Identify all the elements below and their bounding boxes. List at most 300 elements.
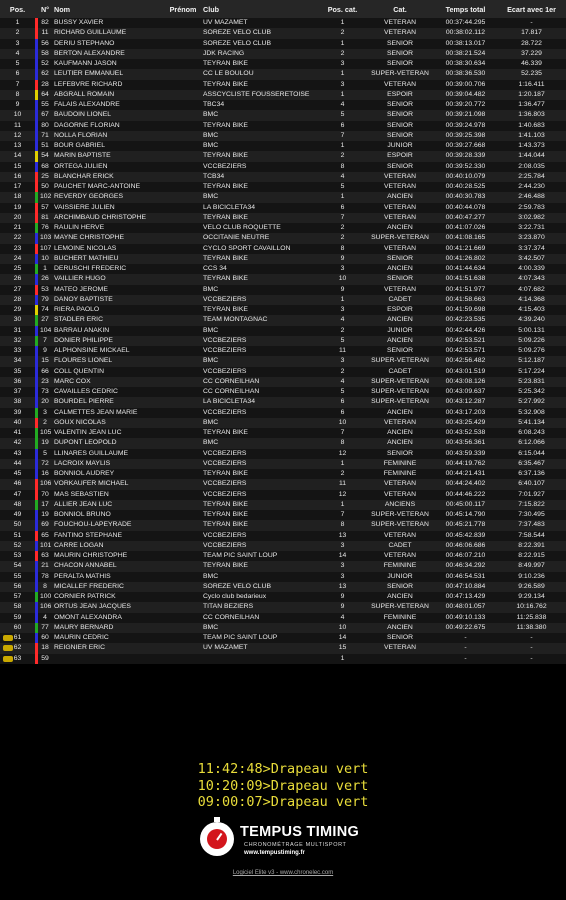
cell-pos-cat: 5	[319, 182, 366, 192]
cell-club: VELO CLUB ROQUETTE	[201, 223, 319, 233]
cell-nom: GOUX NICOLAS	[52, 418, 165, 428]
table-row[interactable]	[0, 551, 566, 561]
table-row[interactable]	[0, 602, 566, 612]
cell-pos: 35	[0, 367, 35, 377]
cell-num: 74	[38, 305, 52, 315]
cell-club: BMC	[201, 141, 319, 151]
cell-club: BMC	[201, 326, 319, 336]
cell-pos: 23	[0, 244, 35, 254]
cell-nom: COLL QUENTIN	[52, 367, 165, 377]
cell-num: 104	[38, 326, 52, 336]
cell-prenom	[165, 213, 201, 223]
table-row[interactable]	[0, 582, 566, 592]
header-temps[interactable]: Temps total	[434, 0, 497, 18]
cell-temps: 00:41:51.977	[434, 285, 497, 295]
cell-prenom	[165, 162, 201, 172]
cell-prenom	[165, 274, 201, 284]
cell-ecart: 4:07.343	[497, 274, 566, 284]
cell-pos-cat: 1	[319, 69, 366, 79]
cell-prenom	[165, 541, 201, 551]
header-cat[interactable]: Cat.	[366, 0, 434, 18]
cell-prenom	[165, 520, 201, 530]
cell-prenom	[165, 121, 201, 131]
header-pos[interactable]: Pos.	[0, 0, 35, 18]
cell-ecart: 5:09.226	[497, 336, 566, 346]
cell-prenom	[165, 449, 201, 459]
cell-num: 65	[38, 531, 52, 541]
cell-num: 8	[38, 582, 52, 592]
header-club[interactable]: Club	[201, 0, 319, 18]
table-row[interactable]	[0, 223, 566, 233]
cell-nom: MICALLEF FREDERIC	[52, 582, 165, 592]
cell-pos-cat: 1	[319, 18, 366, 28]
cell-ecart: 5:23.831	[497, 377, 566, 387]
cell-temps: 00:45:42.839	[434, 531, 497, 541]
cell-prenom	[165, 28, 201, 38]
table-row[interactable]	[0, 479, 566, 489]
table-row[interactable]	[0, 531, 566, 541]
cell-cat: SENIOR	[366, 49, 434, 59]
table-row[interactable]	[0, 367, 566, 377]
cell-prenom	[165, 592, 201, 602]
cell-pos: 41	[0, 428, 35, 438]
table-row[interactable]	[0, 643, 566, 653]
cell-temps: 00:45:21.778	[434, 520, 497, 530]
table-row[interactable]	[0, 264, 566, 274]
cell-pos-cat: 2	[319, 28, 366, 38]
cell-prenom	[165, 264, 201, 274]
footer-link[interactable]: Logiciel Elite v3 - www.chronelec.com	[232, 870, 334, 876]
table-row[interactable]	[0, 561, 566, 571]
table-row[interactable]	[0, 356, 566, 366]
cell-pos-cat: 6	[319, 121, 366, 131]
cell-prenom	[165, 428, 201, 438]
cell-pos: 56	[0, 582, 35, 592]
cell-num: 76	[38, 223, 52, 233]
table-row[interactable]	[0, 449, 566, 459]
table-row[interactable]	[0, 490, 566, 500]
cell-club: TBC34	[201, 100, 319, 110]
cell-prenom	[165, 305, 201, 315]
cell-pos-cat: 3	[319, 80, 366, 90]
table-row[interactable]	[0, 69, 566, 79]
cell-club: TEAM PIC SAINT LOUP	[201, 633, 319, 643]
cell-nom: ORTUS JEAN JACQUES	[52, 602, 165, 612]
header-nom[interactable]: Nom	[52, 0, 165, 18]
table-row[interactable]	[0, 613, 566, 623]
cell-cat: CADET	[366, 295, 434, 305]
cell-ecart: 1:43.373	[497, 141, 566, 151]
cell-prenom	[165, 418, 201, 428]
cell-pos: 32	[0, 336, 35, 346]
cell-ecart: 3:23.870	[497, 233, 566, 243]
cell-ecart: 4:14.368	[497, 295, 566, 305]
cell-ecart: 9:26.589	[497, 582, 566, 592]
cell-ecart: 3:42.507	[497, 254, 566, 264]
cell-pos: 57	[0, 592, 35, 602]
cell-prenom	[165, 531, 201, 541]
table-row[interactable]	[0, 397, 566, 407]
table-row[interactable]	[0, 18, 566, 28]
cell-prenom	[165, 490, 201, 500]
cell-pos-cat: 6	[319, 397, 366, 407]
table-row[interactable]	[0, 315, 566, 325]
cell-pos-cat: 14	[319, 633, 366, 643]
cell-ecart: 1:36.803	[497, 110, 566, 120]
table-row[interactable]	[0, 377, 566, 387]
table-row[interactable]	[0, 469, 566, 479]
table-row[interactable]	[0, 541, 566, 551]
table-row[interactable]	[0, 326, 566, 336]
cell-nom: CAVAILLES CEDRIC	[52, 387, 165, 397]
cell-club: UV MAZAMET	[201, 643, 319, 653]
table-row[interactable]	[0, 520, 566, 530]
cell-cat: VETERAN	[366, 172, 434, 182]
cell-pos: 15	[0, 162, 35, 172]
cell-temps: 00:48:01.057	[434, 602, 497, 612]
cell-temps: 00:46:07.210	[434, 551, 497, 561]
cell-cat: SUPER-VETERAN	[366, 377, 434, 387]
cell-pos-cat: 1	[319, 39, 366, 49]
cell-num: 100	[38, 592, 52, 602]
cell-prenom	[165, 572, 201, 582]
cell-pos: 49	[0, 510, 35, 520]
cell-nom: ARCHIMBAUD CHRISTOPHE	[52, 213, 165, 223]
cell-num: 3	[38, 408, 52, 418]
cell-pos-cat: 12	[319, 490, 366, 500]
cell-prenom	[165, 172, 201, 182]
cell-nom: KAUFMANN JASON	[52, 59, 165, 69]
cell-temps: 00:44:46.222	[434, 490, 497, 500]
cell-ecart: 9:29.134	[497, 592, 566, 602]
cell-pos: 18	[0, 192, 35, 202]
table-row[interactable]	[0, 80, 566, 90]
cell-cat: FEMININE	[366, 561, 434, 571]
cell-prenom	[165, 192, 201, 202]
cell-club: VCCBEZIERS	[201, 346, 319, 356]
cell-pos-cat: 8	[319, 438, 366, 448]
cell-pos: 30	[0, 315, 35, 325]
cell-num: 55	[38, 100, 52, 110]
cell-club: TEYRAN BIKE	[201, 274, 319, 284]
cell-num: 16	[38, 469, 52, 479]
cell-nom	[52, 654, 165, 664]
cell-nom: BAUDOIN LIONEL	[52, 110, 165, 120]
cell-num: 105	[38, 428, 52, 438]
cell-num: 62	[38, 69, 52, 79]
cell-temps: 00:39:20.772	[434, 100, 497, 110]
cell-club: TEYRAN BIKE	[201, 520, 319, 530]
table-row[interactable]	[0, 28, 566, 38]
cell-club: TEAM MONTAGNAC	[201, 315, 319, 325]
cell-pos-cat: 13	[319, 531, 366, 541]
cell-club: TITAN BEZIERS	[201, 602, 319, 612]
cell-temps: 00:42:44.426	[434, 326, 497, 336]
cell-club: CC LE BOULOU	[201, 69, 319, 79]
cell-num: 23	[38, 377, 52, 387]
cell-cat: SUPER-VETERAN	[366, 356, 434, 366]
table-row[interactable]	[0, 459, 566, 469]
table-row[interactable]	[0, 654, 566, 664]
table-row[interactable]	[0, 428, 566, 438]
cell-pos-cat: 5	[319, 336, 366, 346]
table-row[interactable]	[0, 274, 566, 284]
cell-cat: SENIOR	[366, 449, 434, 459]
cell-prenom	[165, 69, 201, 79]
cell-ecart: 3:37.374	[497, 244, 566, 254]
cell-pos-cat: 2	[319, 233, 366, 243]
table-row[interactable]	[0, 141, 566, 151]
cell-prenom	[165, 387, 201, 397]
cell-temps: 00:43:12.287	[434, 397, 497, 407]
cell-cat: ESPOIR	[366, 151, 434, 161]
cell-prenom	[165, 39, 201, 49]
cell-pos: 10	[0, 110, 35, 120]
table-row[interactable]	[0, 131, 566, 141]
header-prenom[interactable]: Prénom	[165, 0, 201, 18]
cell-prenom	[165, 90, 201, 100]
flag-message: 11:42:48>Drapeau vert	[197, 761, 369, 777]
table-row[interactable]	[0, 192, 566, 202]
table-row[interactable]	[0, 623, 566, 633]
cell-prenom	[165, 643, 201, 653]
header-ecart[interactable]: Ecart avec 1er	[497, 0, 566, 18]
cell-temps: 00:44:19.762	[434, 459, 497, 469]
cell-num: 81	[38, 213, 52, 223]
cell-ecart: 52.235	[497, 69, 566, 79]
cell-prenom	[165, 500, 201, 510]
cell-club: CC CORNEILHAN	[201, 377, 319, 387]
cell-cat: JUNIOR	[366, 326, 434, 336]
cell-temps: 00:39:24.978	[434, 121, 497, 131]
header-pos-cat[interactable]: Pos. cat.	[319, 0, 366, 18]
cell-num: 70	[38, 490, 52, 500]
cell-cat: VETERAN	[366, 28, 434, 38]
cell-pos: 53	[0, 551, 35, 561]
table-row[interactable]	[0, 100, 566, 110]
cell-prenom	[165, 377, 201, 387]
table-row[interactable]	[0, 110, 566, 120]
cell-cat: ANCIEN	[366, 428, 434, 438]
cell-pos-cat: 8	[319, 162, 366, 172]
cell-cat: VETERAN	[366, 643, 434, 653]
cell-club: BMC	[201, 572, 319, 582]
cell-pos-cat: 1	[319, 295, 366, 305]
table-row[interactable]	[0, 418, 566, 428]
table-row[interactable]	[0, 244, 566, 254]
cell-temps: 00:40:30.783	[434, 192, 497, 202]
cell-ecart: 1:40.683	[497, 121, 566, 131]
table-row[interactable]	[0, 510, 566, 520]
cell-ecart: 2:46.488	[497, 192, 566, 202]
cell-ecart: 5:17.224	[497, 367, 566, 377]
cell-temps: 00:38:13.017	[434, 39, 497, 49]
cell-nom: PERALTA MATHIS	[52, 572, 165, 582]
cell-num: 101	[38, 541, 52, 551]
cell-ecart: -	[497, 633, 566, 643]
cell-ecart: 2:59.783	[497, 203, 566, 213]
table-row[interactable]	[0, 305, 566, 315]
table-row[interactable]	[0, 59, 566, 69]
header-num[interactable]: N°	[38, 0, 52, 18]
cell-ecart: 6:37.136	[497, 469, 566, 479]
cell-ecart: 5:32.908	[497, 408, 566, 418]
logo-url[interactable]: www.tempustiming.fr	[244, 850, 305, 856]
table-row[interactable]	[0, 285, 566, 295]
cell-club: VCCBEZIERS	[201, 295, 319, 305]
cell-ecart: 4:15.403	[497, 305, 566, 315]
cell-pos-cat: 12	[319, 449, 366, 459]
cell-nom: FALAIS ALEXANDRE	[52, 100, 165, 110]
cell-ecart: 8:22.391	[497, 541, 566, 551]
cell-pos: 3	[0, 39, 35, 49]
cell-num: 18	[38, 643, 52, 653]
table-row[interactable]	[0, 213, 566, 223]
cell-pos: 14	[0, 151, 35, 161]
cell-temps: 00:41:26.802	[434, 254, 497, 264]
cell-temps: 00:43:56.361	[434, 438, 497, 448]
cell-pos: 50	[0, 520, 35, 530]
cell-num: 9	[38, 346, 52, 356]
cell-temps: 00:38:02.112	[434, 28, 497, 38]
cell-temps: -	[434, 633, 497, 643]
cell-pos-cat: 2	[319, 223, 366, 233]
cell-pos: 40	[0, 418, 35, 428]
cell-pos-cat: 4	[319, 377, 366, 387]
cell-prenom	[165, 141, 201, 151]
cell-num: 5	[38, 449, 52, 459]
cell-prenom	[165, 551, 201, 561]
cell-prenom	[165, 326, 201, 336]
cell-club: TEYRAN BIKE	[201, 254, 319, 264]
cell-temps: 00:42:53.521	[434, 336, 497, 346]
cell-club: VCCBEZIERS	[201, 541, 319, 551]
cell-cat: VETERAN	[366, 479, 434, 489]
cell-pos: 55	[0, 572, 35, 582]
table-row[interactable]	[0, 49, 566, 59]
cell-temps: 00:40:28.525	[434, 182, 497, 192]
cell-pos: 46	[0, 479, 35, 489]
cell-club: TEYRAN BIKE	[201, 59, 319, 69]
cell-nom: RICHARD GUILLAUME	[52, 28, 165, 38]
cell-nom: BOUR GABRIEL	[52, 141, 165, 151]
cell-pos-cat: 10	[319, 418, 366, 428]
table-row[interactable]	[0, 39, 566, 49]
cell-pos: 4	[0, 49, 35, 59]
cell-nom: CALMETTES JEAN MARIE	[52, 408, 165, 418]
cell-pos-cat: 7	[319, 510, 366, 520]
cell-nom: LACROIX MAYLIS	[52, 459, 165, 469]
cell-ecart: 7:15.822	[497, 500, 566, 510]
cell-ecart: 1:16.411	[497, 80, 566, 90]
cell-ecart: 5:00.131	[497, 326, 566, 336]
table-row[interactable]	[0, 203, 566, 213]
cell-pos: 33	[0, 346, 35, 356]
cell-pos: 17	[0, 182, 35, 192]
cell-prenom	[165, 561, 201, 571]
cell-pos-value: 61	[13, 634, 22, 641]
cell-pos-cat: 9	[319, 592, 366, 602]
cell-nom: VALENTIN JEAN LUC	[52, 428, 165, 438]
cell-pos-value: 63	[13, 654, 22, 662]
table-row[interactable]	[0, 572, 566, 582]
table-row[interactable]	[0, 336, 566, 346]
cell-ecart: 4:07.682	[497, 285, 566, 295]
table-row[interactable]	[0, 438, 566, 448]
cell-nom: ABGRALL ROMAIN	[52, 90, 165, 100]
cell-temps: 00:46:06.686	[434, 541, 497, 551]
cell-temps: 00:39:52.330	[434, 162, 497, 172]
cell-num: 106	[38, 602, 52, 612]
cell-pos: 6	[0, 69, 35, 79]
cell-temps: 00:41:59.698	[434, 305, 497, 315]
table-row[interactable]	[0, 90, 566, 100]
cell-ecart: 7:37.483	[497, 520, 566, 530]
cell-club: TEYRAN BIKE	[201, 428, 319, 438]
cell-prenom	[165, 285, 201, 295]
cell-pos: 45	[0, 469, 35, 479]
cell-club: VCCBEZIERS	[201, 408, 319, 418]
table-row[interactable]	[0, 387, 566, 397]
cell-nom: VAILLIER HUGO	[52, 274, 165, 284]
table-row[interactable]	[0, 408, 566, 418]
cell-pos-cat: 4	[319, 100, 366, 110]
cell-pos: 28	[0, 295, 35, 305]
table-row[interactable]	[0, 295, 566, 305]
table-header-row	[0, 0, 566, 18]
cell-club: JDK RACING	[201, 49, 319, 59]
cell-pos: 36	[0, 377, 35, 387]
table-row[interactable]	[0, 346, 566, 356]
cell-cat: ANCIEN	[366, 192, 434, 202]
cell-num: 60	[38, 633, 52, 643]
cell-club: VCCBEZIERS	[201, 162, 319, 172]
cell-temps: -	[434, 643, 497, 653]
cell-pos: 22	[0, 233, 35, 243]
table-row[interactable]	[0, 254, 566, 264]
table-row[interactable]	[0, 233, 566, 243]
cell-num: 66	[38, 367, 52, 377]
cell-pos: 12	[0, 131, 35, 141]
cell-ecart: 3:22.731	[497, 223, 566, 233]
footer	[0, 870, 566, 876]
cell-temps: 00:42:56.482	[434, 356, 497, 366]
table-row[interactable]	[0, 592, 566, 602]
cell-temps: 00:42:53.571	[434, 346, 497, 356]
table-row[interactable]	[0, 151, 566, 161]
cell-nom: VORKAUFER MICHAEL	[52, 479, 165, 489]
cell-pos-cat: 15	[319, 643, 366, 653]
cell-club: TEYRAN BIKE	[201, 469, 319, 479]
cell-cat: CADET	[366, 541, 434, 551]
table-row[interactable]	[0, 182, 566, 192]
cell-pos-cat: 1	[319, 654, 366, 664]
table-row[interactable]	[0, 162, 566, 172]
cell-club: CCS 34	[201, 264, 319, 274]
cell-club: SOREZE VELO CLUB	[201, 28, 319, 38]
cell-pos: 20	[0, 213, 35, 223]
cell-prenom	[165, 244, 201, 254]
cell-temps: 00:39:28.339	[434, 151, 497, 161]
cell-num: 58	[38, 49, 52, 59]
table-row[interactable]	[0, 633, 566, 643]
cell-club: OCCITANIE NEUTRE	[201, 233, 319, 243]
table-row[interactable]	[0, 172, 566, 182]
cell-pos	[0, 643, 35, 653]
cell-pos: 1	[0, 18, 35, 28]
table-row[interactable]	[0, 121, 566, 131]
table-row[interactable]	[0, 500, 566, 510]
